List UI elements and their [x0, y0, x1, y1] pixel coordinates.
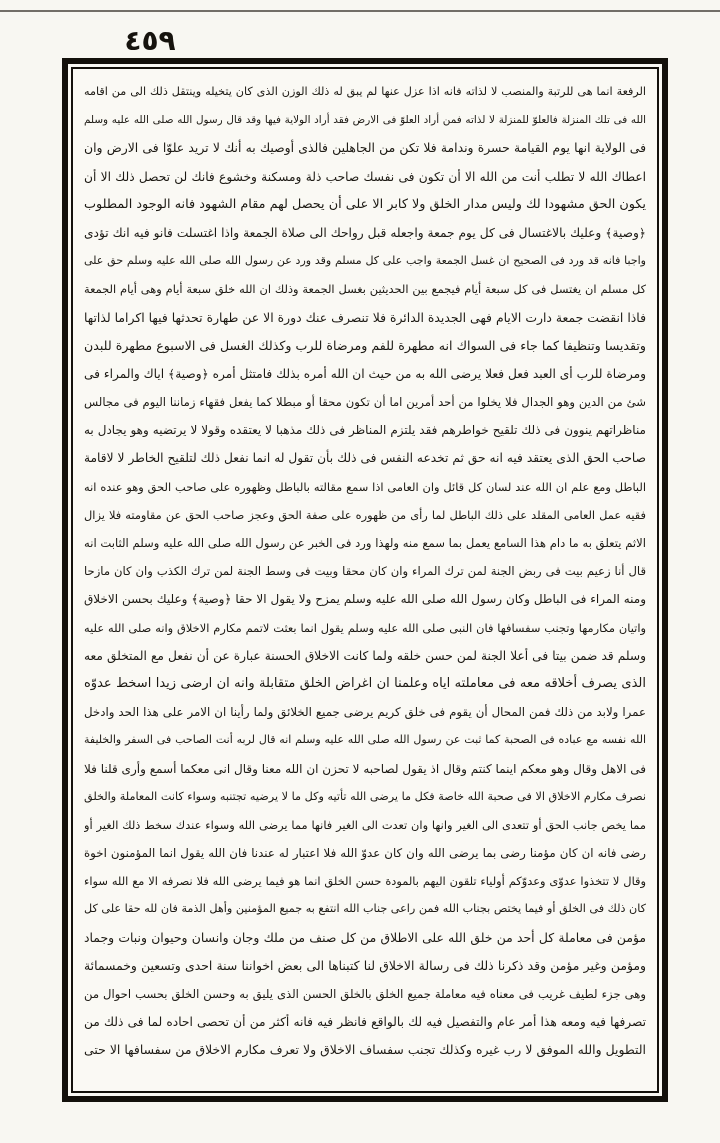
text-line: التطويل والله الموفق لا رب غيره وكذلك تجنب سفساف الاخلاق ولا تعرف مكارم الاخلاق من سفسافها الا حتى — [84, 1042, 646, 1058]
text-line: شئ من الدين وهو الجدال فلا يخلوا من أحد أمرين اما أن تكون محقا أو مبطلا كما يفعل فقهاء زماننا اليوم فى مجالس — [84, 395, 646, 410]
text-line: الرفعة انما هى للرتبة والمنصب لا لذاته فانه اذا عزل عنها لم يبق له ذلك الوزن الذى كان يتخيله وينتقل ذلك الى من اقامه — [84, 85, 646, 98]
body-text — [84, 78, 646, 1082]
text-line: مما يخص جانب الحق أو تتعدى الى الغير وانها وان تعدت الى الغير فانها مما يرضى الله وسواء عندك سخط ذلك الغير أو — [84, 817, 646, 832]
text-line: اعطاك الله لا تطلب أنت من الله الا أن تكون فى نفسك صاحب ذلة ومسكنة وخشوع فانك لن تحصل ذلك الا أن — [84, 169, 646, 184]
text-line: قال أنا زعيم بيت فى ربض الجنة لمن ترك المراء وان كان محقا وبيت فى وسط الجنة لمن ترك الكذب وان كان مازحا — [84, 564, 646, 579]
text-line: فى الولاية انها يوم القيامة حسرة وندامة فلا تكن من الجاهلين فالذى أوصيك به أنك لا تريد علوّا فى الارض وان — [84, 140, 646, 156]
text-line: ﴿وصية﴾ وعليك بالاغتسال فى كل يوم جمعة واجعله قبل رواحك الى صلاة الجمعة واذا اغتسلت فانو فيه انك تؤدى — [84, 225, 646, 240]
text-line: الله فى تلك المنزلة فالعلوّ للمنزلة لا لذاته فمن أراد العلوّ فى الارض فقد أراد الولاية فيها وقد قال رسول الله صلى الله عليه وسلم — [84, 114, 646, 127]
text-line: صاحب الحق الذى يعتقد فيه انه حق ثم تخدعه النفس فى ذلك بأن تقول له انما نفعل ذلك لتلقيح الخاطر لا لاقامة — [84, 451, 646, 466]
scan-edge-line — [0, 10, 720, 12]
text-line: كان ذلك فى الخلق أو فيما يختص بجناب الله فمن راعى جناب الله انتفع به جميع المؤمنين وأهل الذمة فان لله حقا على كل — [84, 902, 646, 916]
text-line: ومرضاة للرب أى العبد فعل فعلا يرضى الله به من حيث ان الله أمره بذلك فامتثل أمره ﴿وصية﴾ اياك والمراء فى — [84, 366, 646, 381]
text-line: ومؤمن وغير مؤمن وقد ذكرنا ذلك فى رسالة الاخلاق لنا كتبناها الى بعض اخواننا سنة احدى وتسعين وخمسمائة — [84, 957, 646, 973]
text-line: نصرف مكارم الاخلاق الا فى صحبة الله خاصة فكل ما يرضى الله تأتيه وكل ما لا يرضيه تجتنبه وسواء كانت المعاملة والخلق — [84, 789, 646, 803]
text-line: وهى جزء لطيف غريب فى معناه فيه معاملة جميع الخلق بالخلق الحسن الذى يليق به وحسن الخلق بحسب احوال من — [84, 987, 646, 1001]
text-line: وتقديسا وتنظيفا كما جاء فى السواك انه مطهرة للفم ومرضاة للرب وكذلك الغسل فى الاسبوع مطهرة للبدن — [84, 337, 646, 353]
text-line: وسلم قد ضمن بيتا فى أعلا الجنة لمن حسن خلقه ولما كانت الاخلاق الحسنة عبارة عن أن نفعل مع المتخلق معه — [84, 648, 646, 663]
text-line: كل مسلم ان يغتسل فى كل سبعة أيام فيجمع بين الحديثين بغسل الجمعة وذلك ان الله خلق سبعة أيام وهى أيام الجمعة — [84, 282, 646, 297]
text-line: واجبا فانه قد ورد فى الصحيح ان غسل الجمعة واجب على كل مسلم وقد ورد عن رسول الله صلى الله عليه وسلم حق على — [84, 254, 646, 268]
text-line: ومنه المراء فى الباطل وكان رسول الله صلى الله عليه وسلم يمزح ولا يقول الا حقا ﴿وصية﴾ وعليك بحسن الاخلاق — [84, 592, 646, 607]
text-line: الذى يصرف أخلاقه معه فى معاملته اياه وعلمنا ان اغراض الخلق متقابلة وانه ان ارضى زيدا اسخط عدوّه — [84, 675, 646, 691]
page-frame-inner-rule — [71, 67, 659, 1093]
text-line: مناظراتهم ينوون فى ذلك تلقيح خواطرهم فقد يلتزم المناظر فى ذلك مذهبا لا يعتقده وقولا لا يرتضيه وهو يجادل به — [84, 423, 646, 438]
text-line: الباطل ومع علم ان الله عند لسان كل قائل وان العامى اذا سمع مقالته بالباطل وظهوره على صاحب الحق وهو عنده انه — [84, 479, 646, 494]
text-line: تصرفها فيه ومعه هذا أمر عام والتفصيل فيه لك بالواقع فانظر فيه فانه أكثر من أن تحصى احاده لما فى ذلك من — [84, 1015, 646, 1030]
page-number: ٤٥٩ — [124, 24, 176, 57]
text-line: الاثم يتعلق به ما دام هذا السامع يعمل بما سمع منه ولهذا ورد فى الخبر عن رسول الله صلى الله عليه وسلم الثابت انه — [84, 536, 646, 550]
text-line: فاذا انقضت جمعة دارت الايام فهى الجديدة الدائرة فلا تنصرف عنك دورة الا عن طهارة تحدثها فيها اكراما لذاتها — [84, 309, 646, 325]
page-frame — [62, 58, 668, 1102]
text-line: عمرا ولابد من ذلك فمن المحال أن يقوم فى خلق كريم يرضى جميع الخلائق ولما رأينا ان الامر على هذا الحد وادخل — [84, 705, 646, 720]
text-line: يكون الحق مشهودا لك وليس مدار الخلق ولا كابر الا على أن يحصل لهم مقام الشهود فانه الوجود المطلوب — [84, 196, 646, 212]
text-line: مؤمن فى معاملة كل أحد من خلق الله على الاطلاق من كل صنف من ملك وجان وانسان وحيوان ونبات وجماد — [84, 929, 646, 945]
text-line: رضى فانه ان كان مؤمنا رضى بما يرضى الله وان كان عدوّ الله فلا اعتبار له عندنا فان الله يقول انما المؤمنون اخوة — [84, 846, 646, 861]
text-line: واتيان مكارمها وتجنب سفسافها فان النبى صلى الله عليه وسلم يقول انما بعثت لاتمم مكارم الاخلاق وانه صلى الله عليه — [84, 620, 646, 635]
text-line: الله نفسه مع عباده فى الصحبة كما ثبت عن رسول الله صلى الله عليه وسلم انه قال لربه أنت الصاحب فى السفر والخليفة — [84, 733, 646, 747]
text-line: فى الاهل وقال وهو معكم اينما كنتم وقال اذ يقول لصاحبه لا تحزن ان الله معنا وقال انى معكما أسمع وأرى قلنا فلا — [84, 761, 646, 776]
text-line: فقيه عمل العامى المقلد على ذلك الباطل لما رأى من ظهوره على صفة الحق وعجز صاحب الحق عن مقاومته فلا يزال — [84, 507, 646, 522]
text-line: وقال لا تتخذوا عدوّى وعدوّكم أولياء تلقون اليهم بالمودة حسن الخلق انما هو فيما يرضى الله فلا نصرفه الا مع الله سواء — [84, 874, 646, 889]
